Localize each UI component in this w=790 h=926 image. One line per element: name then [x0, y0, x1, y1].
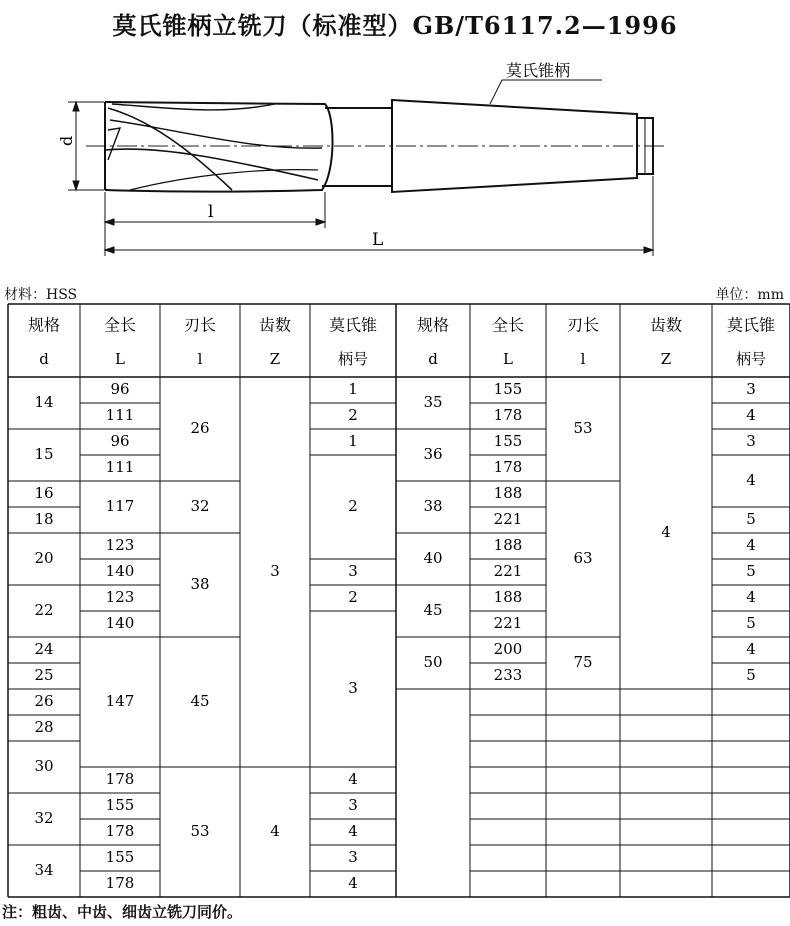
cell-l: 53 [190, 822, 210, 840]
cell-L: 155 [493, 432, 523, 450]
dim-l-label: l [208, 202, 214, 222]
cell-L: 188 [493, 536, 523, 554]
cell-L: 188 [493, 484, 523, 502]
cell-d: 25 [34, 666, 54, 684]
cell-d: 30 [34, 757, 54, 775]
cell-d: 34 [34, 861, 54, 879]
cell-l: 32 [190, 497, 210, 515]
cell-L: 155 [105, 848, 135, 866]
column-header-morse-symbol: 柄号 [337, 350, 369, 368]
cell-L: 155 [105, 796, 135, 814]
cell-L: 178 [105, 874, 135, 892]
cell-morse: 4 [348, 770, 358, 788]
column-header-total-length-symbol: L [503, 350, 513, 368]
cell-L: 96 [110, 432, 130, 450]
cell-d: 45 [423, 601, 443, 619]
shank-label: 莫氏锥柄 [506, 61, 571, 80]
column-header-spec-symbol: d [428, 350, 438, 368]
cell-L: 188 [493, 588, 523, 606]
cell-morse: 3 [746, 380, 756, 398]
cell-L: 155 [493, 380, 523, 398]
cell-morse: 4 [348, 874, 358, 892]
column-header-teeth: 齿数 [649, 315, 683, 335]
unit-label: 单位：mm [715, 287, 784, 303]
cell-L: 140 [105, 614, 135, 632]
cell-L: 178 [493, 458, 523, 476]
column-header-edge-length-symbol: l [197, 350, 203, 368]
cell-L: 123 [105, 536, 135, 554]
cell-d: 28 [34, 718, 54, 736]
cell-L: 111 [105, 406, 135, 424]
column-header-spec: 规格 [416, 315, 450, 335]
cell-d: 15 [34, 445, 54, 463]
column-header-total-length-symbol: L [115, 350, 125, 368]
cell-d: 40 [423, 549, 443, 567]
cell-morse: 5 [746, 562, 756, 580]
column-header-edge-length-symbol: l [580, 350, 586, 368]
cell-L: 178 [493, 406, 523, 424]
cell-d: 18 [34, 510, 54, 528]
cell-morse: 5 [746, 510, 756, 528]
cell-morse: 2 [348, 588, 358, 606]
dim-d-label: d [57, 135, 76, 146]
column-header-edge-length: 刃长 [183, 315, 217, 335]
cell-morse: 4 [746, 406, 756, 424]
cell-L: 178 [105, 822, 135, 840]
column-header-total-length: 全长 [103, 315, 137, 335]
cell-l: 53 [573, 419, 593, 437]
cell-L: 233 [493, 666, 523, 684]
cell-L: 221 [493, 510, 523, 528]
cell-d: 35 [423, 393, 443, 411]
column-header-morse: 莫氏锥 [328, 315, 378, 335]
cell-d: 16 [34, 484, 54, 502]
cell-d: 14 [34, 393, 54, 411]
cell-d: 26 [34, 692, 54, 710]
cell-L: 96 [110, 380, 130, 398]
cell-d: 36 [423, 445, 443, 463]
column-header-total-length: 全长 [491, 315, 525, 335]
cell-morse: 4 [746, 471, 756, 489]
cell-morse: 1 [348, 380, 358, 398]
column-header-teeth-symbol: Z [660, 350, 672, 368]
column-header-teeth-symbol: Z [269, 350, 281, 368]
cell-Z: 3 [270, 562, 280, 580]
column-header-spec: 规格 [27, 315, 61, 335]
material-label: 材料：HSS [4, 287, 78, 303]
cell-L: 123 [105, 588, 135, 606]
cell-morse: 4 [746, 536, 756, 554]
cell-l: 26 [190, 419, 210, 437]
cell-l: 75 [573, 653, 593, 671]
cell-L: 111 [105, 458, 135, 476]
column-header-edge-length: 刃长 [566, 315, 600, 335]
page-title: 莫氏锥柄立铣刀（标准型）GB/T6117.2—1996 [112, 11, 678, 40]
cell-morse: 5 [746, 666, 756, 684]
cell-l: 45 [190, 692, 210, 710]
cell-d: 38 [423, 497, 443, 515]
cell-l: 38 [190, 575, 210, 593]
cell-L: 200 [493, 640, 523, 658]
cell-l: 63 [573, 549, 593, 567]
cell-morse: 3 [348, 848, 358, 866]
cell-morse: 3 [348, 796, 358, 814]
cell-L: 140 [105, 562, 135, 580]
cell-d: 24 [34, 640, 54, 658]
cell-Z: 4 [270, 822, 280, 840]
column-header-teeth: 齿数 [258, 315, 292, 335]
dim-L-label: L [372, 230, 384, 250]
cell-d: 22 [34, 601, 54, 619]
cell-L: 221 [493, 614, 523, 632]
cell-morse: 4 [746, 640, 756, 658]
cell-morse: 1 [348, 432, 358, 450]
cell-morse: 5 [746, 614, 756, 632]
cell-morse: 3 [348, 562, 358, 580]
cell-L: 147 [105, 692, 135, 710]
cell-d: 32 [34, 809, 54, 827]
column-header-spec-symbol: d [39, 350, 49, 368]
cell-L: 178 [105, 770, 135, 788]
column-header-morse-symbol: 柄号 [735, 350, 767, 368]
cell-d: 20 [34, 549, 54, 567]
cell-morse: 2 [348, 406, 358, 424]
cell-Z: 4 [661, 523, 671, 541]
column-header-morse: 莫氏锥 [726, 315, 776, 335]
cell-morse: 3 [746, 432, 756, 450]
cell-morse: 2 [348, 497, 358, 515]
cell-morse: 4 [348, 822, 358, 840]
cell-L: 117 [105, 497, 135, 515]
cell-morse: 4 [746, 588, 756, 606]
cell-morse: 3 [348, 679, 358, 697]
cell-d: 50 [423, 653, 443, 671]
cell-L: 221 [493, 562, 523, 580]
footnote: 注：粗齿、中齿、细齿立铣刀同价。 [2, 903, 243, 921]
